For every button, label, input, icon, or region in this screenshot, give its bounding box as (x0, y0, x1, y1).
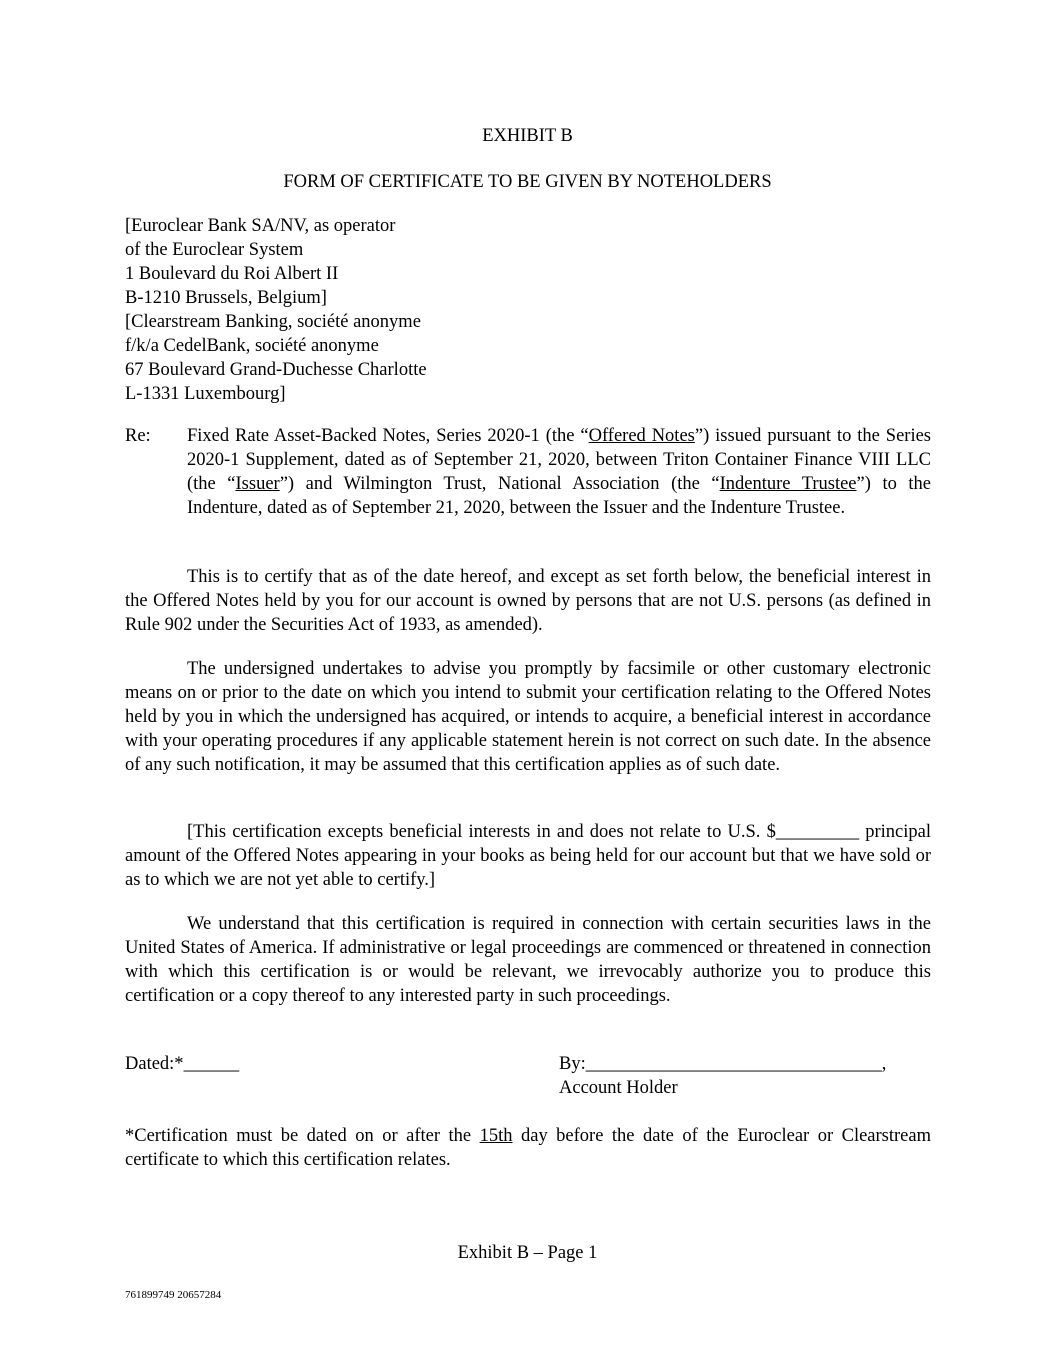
address-line: [Clearstream Banking, société anonyme (125, 312, 421, 332)
re-text-part: ”) issued pursuant to the Series 2020-1 Supplement, dated as of September 21, 2020, between Triton Container Finance VIII LLC (the “ (187, 426, 931, 494)
dated-blank: ______ (183, 1054, 240, 1074)
footnote-term-15th: 15th (479, 1126, 513, 1146)
defined-term-indenture-trustee: Indenture Trustee (719, 474, 857, 494)
address-line: B-1210 Brussels, Belgium] (125, 288, 327, 308)
excepts-paragraph: [This certification excepts beneficial interests in and does not relate to U.S. $_________ principal amount of the Offered Notes appearing in your books as being held for our account but that we have sold or as to which we are not yet able to certify.] (125, 822, 931, 890)
footnote-text: day before the date of the Euroclear or Clearstream certificate to which this certification relates. (125, 1126, 931, 1170)
re-text-part: Fixed Rate Asset-Backed Notes, Series 2020-1 (the “ (187, 426, 589, 446)
re-text-part: ”) and Wilmington Trust, National Association (the “ (279, 474, 720, 494)
footnote (125, 1124, 931, 1172)
dated-line (125, 1052, 239, 1076)
address-line: 67 Boulevard Grand-Duchesse Charlotte (125, 360, 427, 380)
certify-paragraph: This is to certify that as of the date hereof, and except as set forth below, the beneficial interest in the Offered Notes held by you for our account is owned by persons that are not U.S. persons (as defined in Rule 902 under the Securities Act of 1933, as amended). (125, 567, 931, 635)
signature-blank: ________________________________, (585, 1054, 887, 1074)
footnote-text: *Certification must be dated on or after the (125, 1126, 480, 1146)
document-number: 761899749 20657284 (125, 1289, 222, 1301)
re-label: Re: (125, 426, 151, 446)
understand-paragraph: We understand that this certification is required in connection with certain securities laws in the United States of America. If administrative or legal proceedings are commenced or threatened in connection with which this certification is or would be relevant, we irrevocably authorize you to produce this certification or a copy thereof to any interested party in such proceedings. (125, 914, 931, 1006)
re-text-part: ”) to the Indenture, dated as of September 21, 2020, between the Issuer and the Indenture Trustee. (187, 474, 931, 518)
defined-term-offered-notes: Offered Notes (588, 426, 695, 446)
address-line: of the Euroclear System (125, 240, 304, 260)
form-title: FORM OF CERTIFICATE TO BE GIVEN BY NOTEHOLDERS (283, 172, 772, 192)
by-label: By: (559, 1054, 586, 1074)
dated-label: Dated:* (125, 1054, 184, 1074)
address-line: 1 Boulevard du Roi Albert II (125, 264, 339, 284)
account-holder-label: Account Holder (559, 1078, 678, 1098)
page-footer-label: Exhibit B – Page 1 (457, 1243, 598, 1263)
re-paragraph (187, 424, 931, 520)
signature-line (559, 1052, 886, 1076)
undertakes-paragraph: The undersigned undertakes to advise you promptly by facsimile or other customary electronic means on or prior to the date on which you intend to submit your certification relating to the Offered Notes held by you in which the undersigned has acquired, or intends to acquire, a beneficial interest in accordance with your operating procedures if any applicable statement herein is not correct on such date. In the absence of any such notification, it may be assumed that this certification applies as of such date. (125, 659, 931, 775)
address-line: L-1331 Luxembourg] (125, 384, 286, 404)
address-line: f/k/a CedelBank, société anonyme (125, 336, 379, 356)
defined-term-issuer: Issuer (235, 474, 280, 494)
exhibit-title: EXHIBIT B (482, 126, 573, 146)
address-line: [Euroclear Bank SA/NV, as operator (125, 216, 396, 236)
